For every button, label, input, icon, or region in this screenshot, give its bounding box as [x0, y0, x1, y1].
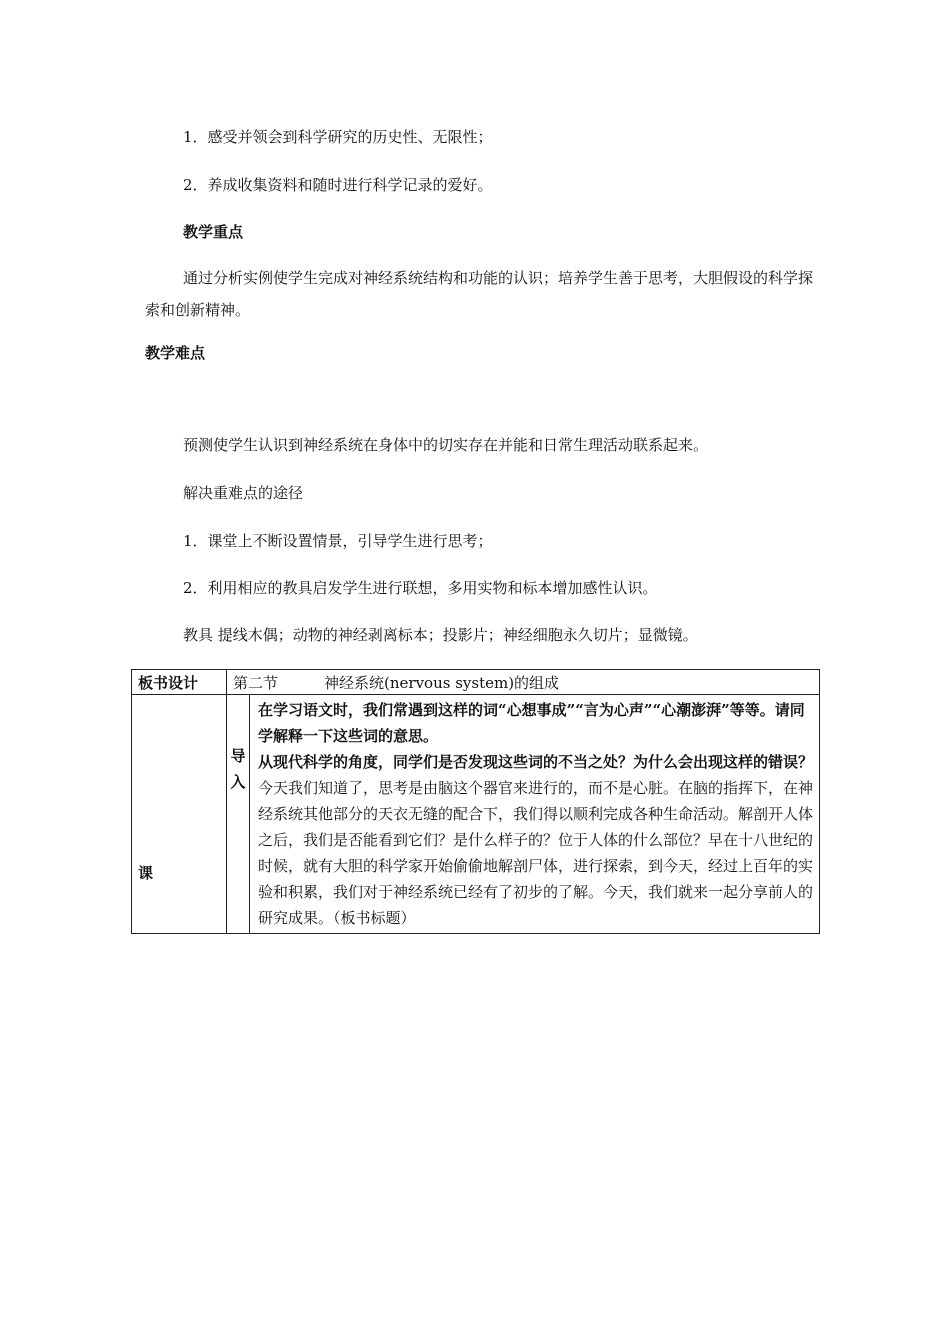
course-label: 课 [132, 695, 227, 934]
intro-paragraph: 今天我们知道了，思考是由脑这个器官来进行的，而不是心脏。在脑的指挥下，在神经系统其他部分的天衣无缝的配合下，我们得以顺利完成各种生命活动。解剖开人体之后，我们是否能看到它们？是什么样子的？位于人体的什么部位？早在十八世纪的时候，就有大胆的科学家开始偷偷地解剖尸体，进行探索，到今天，经过上百年的实验和积累，我们对于神经系统已经有了初步的了解。今天，我们就来一起分享前人的研究成果。（板书标题） [258, 779, 814, 927]
difficulties-text: 预测使学生认识到神经系统在身体中的切实存在并能和日常生理活动联系起来。 [183, 436, 709, 454]
intro-bold-paragraph-2: 从现代科学的角度，同学们是否发现这些词的不当之处？为什么会出现这样的错误？ [258, 753, 814, 771]
board-design-content [227, 670, 820, 695]
board-section: 第二节 [233, 673, 279, 692]
key-points-text: 通过分析实例使学生完成对神经系统结构和功能的认识；培养学生善于思考，大胆假设的科学探索和创新精神。 [145, 269, 814, 319]
goal-item-2: 2．养成收集资料和随时进行科学记录的爱好。 [183, 176, 493, 194]
board-design-row [132, 670, 820, 695]
difficulties-heading: 教学难点 [145, 344, 206, 362]
intro-content [250, 695, 820, 934]
intro-bold-paragraph-1: 在学习语文时，我们常遇到这样的词“心想事成”“言为心声”“心潮澎湃”等等。请同学解释一下这些词的意思。 [258, 701, 805, 745]
solution-item-1: 1．课堂上不断设置情景，引导学生进行思考； [183, 532, 493, 550]
board-title: 神经系统(nervous system)的组成 [324, 673, 560, 692]
solution-item-2: 2．利用相应的教具启发学生进行联想，多用实物和标本增加感性认识。 [183, 579, 658, 597]
tools-line: 教具 提线木偶；动物的神经剥离标本；投影片；神经细胞永久切片；显微镜。 [183, 626, 698, 644]
intro-row [132, 695, 820, 934]
solutions-heading: 解决重难点的途径 [183, 484, 304, 502]
board-design-label: 板书设计 [132, 670, 227, 695]
lesson-table [131, 669, 820, 934]
intro-label: 导入 [227, 695, 250, 934]
key-points-heading: 教学重点 [183, 223, 244, 241]
goal-item-1: 1．感受并领会到科学研究的历史性、无限性； [183, 128, 493, 146]
